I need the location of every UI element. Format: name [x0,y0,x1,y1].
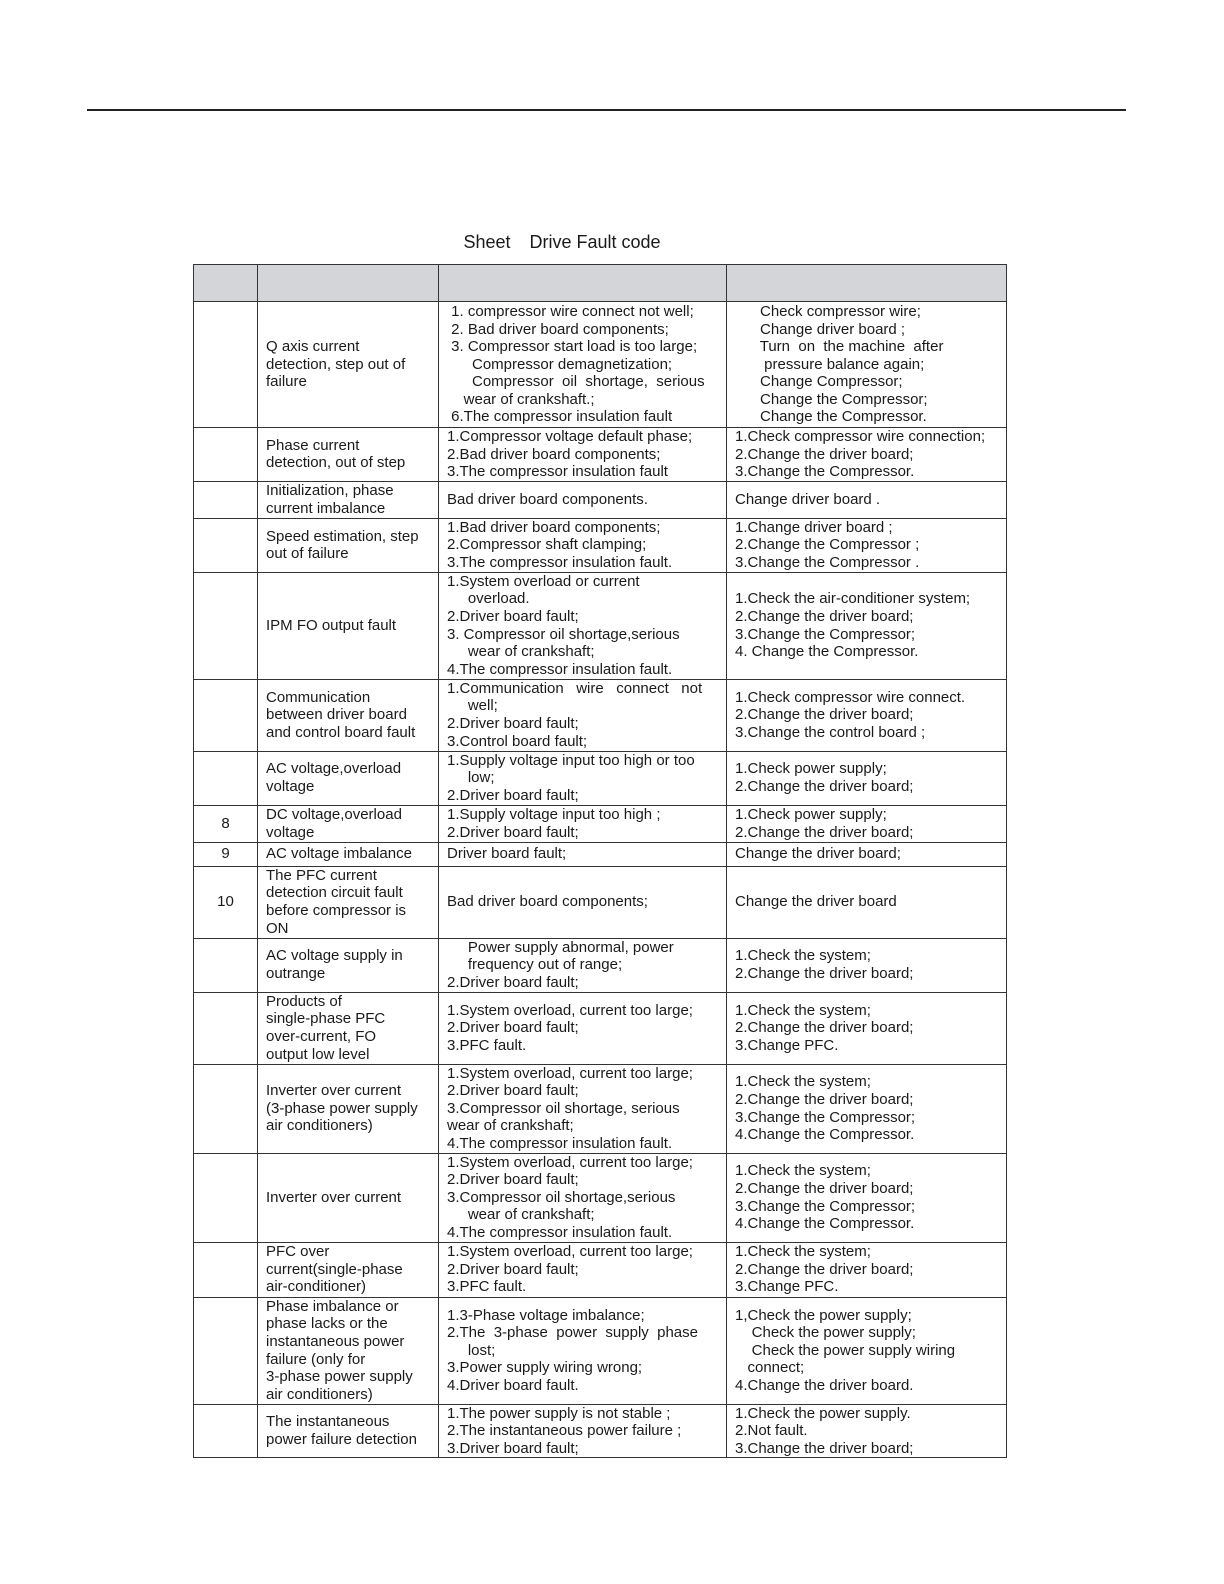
sheet-title [0,232,1224,253]
action-line: Change driver board ; [735,320,906,338]
action-line: Change the driver board; [735,845,901,863]
fault-line: Q axis current [266,338,360,356]
action-cell [727,679,1007,751]
action-cell [727,1242,1007,1297]
fault-cell [258,572,439,679]
reason-line: Compressor oil shortage, serious [447,373,705,391]
table-row [194,518,1007,572]
reason-cell [439,842,727,866]
reason-line: 4.Driver board fault. [447,1376,579,1394]
action-line: 3.Change the Compressor . [735,553,920,571]
action-line: connect; [735,1359,805,1377]
reason-line: 2.The 3-phase power supply phase [447,1324,698,1342]
reason-line: low; [447,769,495,787]
action-cell [727,992,1007,1064]
action-line: Change the Compressor. [735,408,927,426]
action-cell [727,805,1007,842]
reason-cell [439,481,727,518]
fault-line: Phase imbalance or [266,1297,399,1315]
reason-line: 2.Driver board fault; [447,973,579,991]
action-line: 1.Change driver board ; [735,518,893,536]
fault-number-cell: 8 [194,805,258,842]
fault-number-cell [194,992,258,1064]
action-line: 1.Check power supply; [735,805,887,823]
reason-cell [439,1404,727,1458]
action-line: 1.Check the system; [735,1162,871,1180]
reason-line: 1.3-Phase voltage imbalance; [447,1306,645,1324]
fault-number-cell [194,1404,258,1458]
reason-line: wear of crankshaft; [447,1206,595,1224]
fault-line: detection, step out of [266,355,406,373]
fault-cell [258,1064,439,1153]
fault-line: over-current, FO [266,1028,377,1046]
reason-line: 2.Driver board fault; [447,607,579,625]
reason-line: 1.The power supply is not stable ; [447,1404,671,1422]
fault-number-cell: 9 [194,842,258,866]
reason-line: 4.The compressor insulation fault. [447,1134,673,1152]
fault-line: voltage [266,823,315,841]
action-line: 1.Check the system; [735,947,871,965]
header-fault [258,265,439,302]
fault-cell [258,1242,439,1297]
table-row [194,805,1007,842]
action-cell [727,428,1007,482]
fault-line: air conditioners) [266,1385,373,1403]
action-line: 4.Change the driver board. [735,1376,914,1394]
fault-line: Initialization, phase [266,482,394,500]
action-line: 4.Change the Compressor. [735,1215,915,1233]
table-row [194,1242,1007,1297]
fault-cell [258,1297,439,1404]
reason-line: 2.The instantaneous power failure ; [447,1422,682,1440]
reason-line: 1.Communication wire connect not [447,679,703,697]
fault-cell [258,679,439,751]
fault-line: Speed estimation, step [266,527,419,545]
fault-cell [258,992,439,1064]
reason-line: 1.System overload, current too large; [447,1153,693,1171]
fault-line: The instantaneous [266,1413,390,1431]
reason-line: 3.Compressor oil shortage, serious [447,1099,680,1117]
action-cell [727,1064,1007,1153]
reason-line: 3.PFC fault. [447,1278,527,1296]
fault-line: 3-phase power supply [266,1368,413,1386]
action-line: Change the driver board [735,893,897,911]
action-line: 2.Change the driver board; [735,778,914,796]
reason-line: 1.System overload, current too large; [447,1064,693,1082]
reason-line: 3. Compressor oil shortage,serious [447,625,680,643]
fault-line: between driver board [266,706,407,724]
reason-line: 2.Driver board fault; [447,1171,579,1189]
action-line: 2.Change the driver board; [735,823,914,841]
action-line: 3.Change the Compressor; [735,1197,916,1215]
table-row [194,842,1007,866]
action-cell [727,1153,1007,1242]
action-line: 2.Change the Compressor ; [735,536,920,554]
reason-line: 3.PFC fault. [447,1036,527,1054]
table-header-row [194,265,1007,302]
header-rule [87,109,1126,111]
table-row [194,866,1007,938]
action-line: 1.Check the power supply. [735,1404,911,1422]
table-row [194,938,1007,992]
action-line: 1,Check the power supply; [735,1306,912,1324]
action-line: Turn on the machine after [735,338,944,356]
reason-line: 1.Compressor voltage default phase; [447,428,693,445]
header-no [194,265,258,302]
fault-line: and control board fault [266,723,416,741]
reason-line: 2.Driver board fault; [447,1082,579,1100]
fault-cell [258,842,439,866]
fault-line: output low level [266,1045,370,1063]
fault-line: air-conditioner) [266,1278,367,1296]
reason-line: wear of crankshaft; [447,1117,574,1135]
fault-number-cell [194,572,258,679]
action-line: 1.Check the system; [735,1073,871,1091]
fault-cell [258,866,439,938]
reason-line: 2. Bad driver board components; [447,320,669,338]
action-cell [727,938,1007,992]
fault-number-cell [194,1242,258,1297]
fault-number-cell [194,428,258,482]
reason-line: 2.Driver board fault; [447,786,579,804]
reason-line: Power supply abnormal, power [447,938,674,956]
table-body [194,302,1007,1458]
fault-line: failure [266,373,307,391]
action-line: 2.Not fault. [735,1422,808,1440]
action-line: 4.Change the Compressor. [735,1126,915,1144]
fault-line: Communication [266,688,371,706]
action-line: 3.Change the Compressor; [735,625,916,643]
reason-line: Compressor demagnetization; [447,355,673,373]
fault-number-cell [194,938,258,992]
fault-number-cell [194,518,258,572]
reason-line: 1.System overload or current [447,572,640,590]
reason-line: 6.The compressor insulation fault [447,408,673,426]
reason-line: 2.Driver board fault; [447,1260,579,1278]
action-line: Check compressor wire; [735,302,921,320]
reason-line: well; [447,697,498,715]
fault-line: DC voltage,overload [266,805,402,823]
action-line: 2.Change the driver board; [735,1179,914,1197]
reason-cell [439,1064,727,1153]
reason-line: 2.Driver board fault; [447,715,579,733]
action-line: 2.Change the driver board; [735,1019,914,1037]
reason-cell [439,428,727,482]
fault-line: Inverter over current [266,1188,402,1206]
reason-line: wear of crankshaft.; [447,390,595,408]
action-line: Change the Compressor; [735,390,928,408]
table-row [194,1064,1007,1153]
reason-line: 3.The compressor insulation fault. [447,553,673,571]
fault-number-cell [194,679,258,751]
fault-line: power failure detection [266,1430,417,1448]
header-reason [439,265,727,302]
fault-line: ON [266,919,289,937]
fault-line: out of failure [266,545,349,563]
fault-line: The PFC current [266,866,377,884]
fault-cell [258,751,439,805]
action-line: Change driver board . [735,490,881,508]
fault-line: failure (only for [266,1350,366,1368]
reason-cell [439,992,727,1064]
action-cell [727,302,1007,428]
fault-line: Products of [266,992,342,1010]
table-row [194,679,1007,751]
fault-number-cell [194,1153,258,1242]
fault-line: PFC over [266,1243,330,1261]
reason-line: 1.System overload, current too large; [447,1243,693,1261]
reason-cell [439,302,727,428]
reason-line: 3.The compressor insulation fault [447,463,668,481]
reason-line: 4.The compressor insulation fault. [447,1223,673,1241]
action-line: 3.Change the control board ; [735,723,926,741]
action-line: 1.Check power supply; [735,760,887,778]
action-cell [727,518,1007,572]
reason-line: 4.The compressor insulation fault. [447,660,673,678]
action-line: Change Compressor; [735,373,903,391]
fault-cell [258,302,439,428]
action-cell [727,751,1007,805]
reason-line: Bad driver board components; [447,893,648,911]
reason-cell [439,1242,727,1297]
fault-cell [258,938,439,992]
fault-cell [258,1153,439,1242]
fault-line: Phase current [266,436,360,454]
drive-fault-code-table [193,264,1007,1458]
fault-number-cell [194,302,258,428]
action-line: 2.Change the driver board; [735,706,914,724]
action-line: 2.Change the driver board; [735,445,914,463]
reason-cell [439,751,727,805]
action-line: 3.Change the Compressor. [735,463,915,481]
reason-line: 3.Power supply wiring wrong; [447,1359,643,1377]
action-line: 3.Change the driver board; [735,1439,914,1457]
reason-line: 3.Driver board fault; [447,1439,579,1457]
fault-number-cell [194,1297,258,1404]
table-row [194,992,1007,1064]
action-line: 1.Check the air-conditioner system; [735,590,971,608]
table-row [194,572,1007,679]
fault-line: Inverter over current [266,1082,402,1100]
action-line: 3.Change PFC. [735,1036,839,1054]
action-line: 3.Change the Compressor; [735,1108,916,1126]
action-line: 1.Check compressor wire connect. [735,688,966,706]
sheet-label: Sheet [463,232,511,252]
fault-cell [258,518,439,572]
reason-line: lost; [447,1341,496,1359]
reason-cell [439,805,727,842]
fault-line: IPM FO output fault [266,616,397,634]
fault-number-cell [194,1064,258,1153]
fault-number-cell [194,481,258,518]
action-cell [727,866,1007,938]
action-line: 1.Check compressor wire connection; [735,428,986,445]
reason-line: 1. compressor wire connect not well; [447,302,694,320]
fault-cell [258,805,439,842]
table-row [194,1297,1007,1404]
fault-line: detection circuit fault [266,884,403,902]
action-line: pressure balance again; [735,355,925,373]
fault-line: single-phase PFC [266,1010,386,1028]
fault-line: AC voltage supply in [266,947,403,965]
reason-line: 2.Driver board fault; [447,823,579,841]
sheet-name: Drive Fault code [529,232,661,252]
table-row [194,302,1007,428]
reason-cell [439,679,727,751]
fault-line: instantaneous power [266,1332,405,1350]
header-action [727,265,1007,302]
reason-line: Bad driver board components. [447,490,648,508]
reason-line: 1.Bad driver board components; [447,518,661,536]
reason-line: 1.System overload, current too large; [447,1001,693,1019]
action-line: 2.Change the driver board; [735,1260,914,1278]
fault-line: phase lacks or the [266,1315,388,1333]
action-cell [727,481,1007,518]
reason-line: Driver board fault; [447,845,567,863]
fault-cell [258,428,439,482]
reason-cell [439,572,727,679]
reason-cell [439,518,727,572]
table-row [194,751,1007,805]
action-line: Check the power supply; [735,1324,916,1342]
reason-line: 3.Compressor oil shortage,serious [447,1188,676,1206]
action-line: 2.Change the driver board; [735,607,914,625]
action-cell [727,1297,1007,1404]
fault-line: before compressor is [266,902,407,920]
action-line: 2.Change the driver board; [735,1090,914,1108]
fault-line: voltage [266,778,315,796]
fault-line: AC voltage,overload [266,760,402,778]
reason-line: 1.Supply voltage input too high or too [447,751,695,769]
table-row [194,428,1007,482]
action-cell [727,572,1007,679]
reason-cell [439,1153,727,1242]
reason-cell [439,938,727,992]
action-line: 1.Check the system; [735,1243,871,1261]
reason-line: 2.Compressor shaft clamping; [447,536,647,554]
fault-line: (3-phase power supply [266,1099,418,1117]
fault-line: current imbalance [266,499,386,517]
reason-line: frequency out of range; [447,956,623,974]
fault-number-cell [194,751,258,805]
reason-line: 3.Control board fault; [447,732,588,750]
fault-line: air conditioners) [266,1117,373,1135]
fault-line: detection, out of step [266,454,406,472]
action-cell [727,842,1007,866]
table-row [194,1404,1007,1458]
action-line: 1.Check the system; [735,1001,871,1019]
fault-line: AC voltage imbalance [266,845,412,863]
reason-line: wear of crankshaft; [447,643,595,661]
fault-number-cell: 10 [194,866,258,938]
fault-cell [258,481,439,518]
reason-line: 3. Compressor start load is too large; [447,338,698,356]
reason-line: 2.Driver board fault; [447,1019,579,1037]
action-cell [727,1404,1007,1458]
action-line: Check the power supply wiring [735,1341,956,1359]
reason-line: overload. [447,590,530,608]
reason-line: 2.Bad driver board components; [447,445,661,463]
reason-cell [439,1297,727,1404]
reason-line: 1.Supply voltage input too high ; [447,805,661,823]
fault-cell [258,1404,439,1458]
reason-cell [439,866,727,938]
table-row [194,1153,1007,1242]
table-row [194,481,1007,518]
action-line: 3.Change PFC. [735,1278,839,1296]
fault-line: outrange [266,965,326,983]
action-line: 4. Change the Compressor. [735,643,919,661]
fault-line: current(single-phase [266,1260,403,1278]
action-line: 2.Change the driver board; [735,965,914,983]
